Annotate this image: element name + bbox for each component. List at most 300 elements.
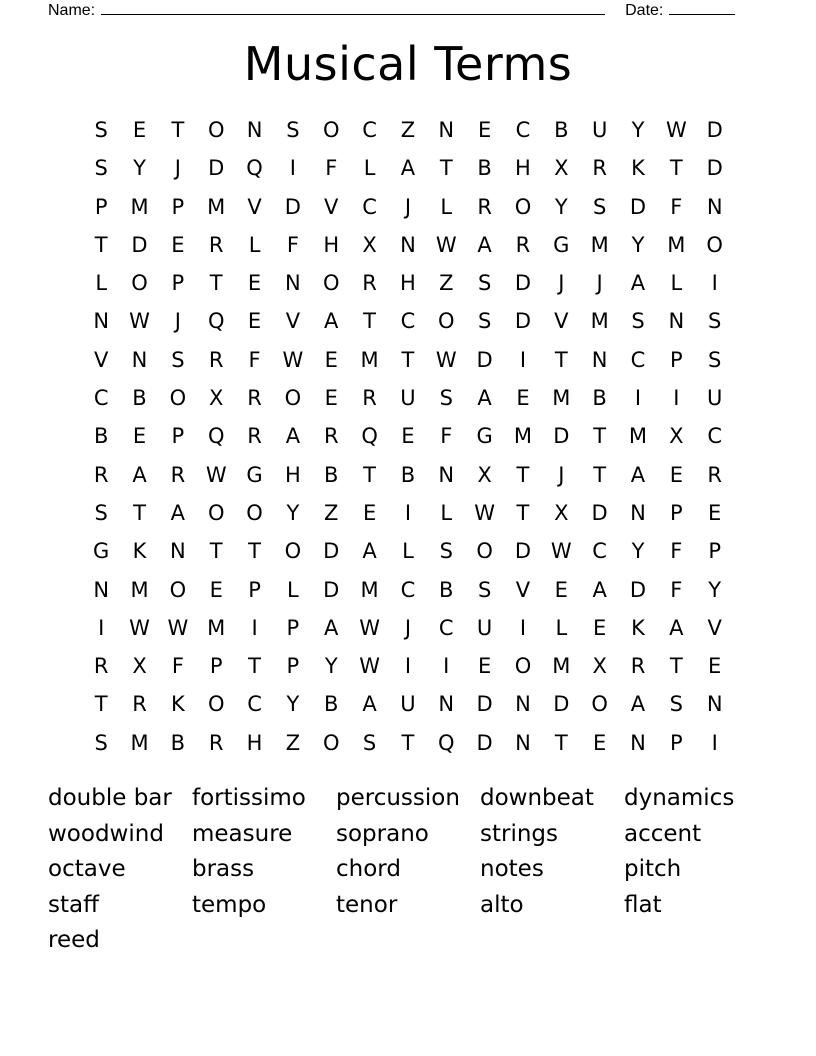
grid-letter[interactable]: J [558, 271, 565, 296]
date-field-line[interactable] [669, 0, 735, 15]
grid-letter[interactable]: E [477, 118, 492, 142]
grid-letter[interactable]: I [404, 654, 412, 679]
grid-letter[interactable]: E [401, 424, 415, 449]
word-bank-item: strings [480, 820, 559, 847]
grid-letter[interactable]: I [404, 500, 412, 525]
grid-letter[interactable]: O [322, 730, 340, 755]
grid-letter[interactable]: H [400, 271, 416, 296]
grid-letter[interactable]: W [435, 232, 457, 257]
grid-letter[interactable]: E [593, 730, 607, 755]
header [48, 0, 735, 20]
grid-letter[interactable]: S [439, 539, 453, 564]
grid-letter[interactable]: D [629, 194, 647, 219]
grid-letter[interactable]: H [246, 730, 263, 755]
grid-letter[interactable]: T [209, 539, 223, 564]
grid-letter[interactable]: M [130, 577, 149, 602]
grid-letter[interactable]: K [631, 156, 645, 181]
grid-letter[interactable]: O [706, 232, 723, 257]
grid-letter[interactable]: S [669, 692, 683, 717]
grid-letter[interactable]: W [205, 462, 227, 487]
grid-letter[interactable]: D [553, 692, 570, 717]
grid-letter[interactable]: T [554, 730, 568, 755]
grid-letter[interactable]: R [630, 654, 646, 679]
grid-letter[interactable]: O [207, 118, 225, 142]
grid-letter[interactable]: H [284, 462, 301, 487]
grid-letter[interactable]: N [515, 730, 531, 755]
grid-letter[interactable]: B [592, 386, 607, 411]
grid-letter[interactable]: Y [554, 194, 568, 219]
grid-letter[interactable]: J [404, 615, 412, 640]
grid-letter[interactable]: P [171, 271, 185, 296]
grid-letter[interactable]: M [130, 194, 149, 219]
grid-letter[interactable]: D [131, 232, 148, 257]
grid-letter[interactable]: D [208, 156, 225, 181]
grid-letter[interactable]: T [248, 654, 261, 679]
grid-letter[interactable]: E [132, 118, 147, 142]
grid-letter[interactable]: S [477, 271, 492, 296]
grid-letter[interactable]: O [322, 118, 340, 142]
grid-letter[interactable]: C [592, 539, 607, 564]
grid-letter[interactable]: S [94, 730, 108, 755]
grid-letter[interactable]: O [591, 692, 608, 717]
grid-letter[interactable]: E [324, 386, 338, 411]
grid-letter[interactable]: U [400, 692, 416, 717]
grid-letter[interactable]: M [207, 615, 226, 640]
grid-letter[interactable]: O [207, 500, 225, 525]
grid-letter[interactable]: Y [631, 118, 645, 142]
grid-letter[interactable]: D [476, 347, 493, 372]
grid-letter[interactable]: L [248, 232, 261, 257]
grid-letter[interactable]: M [628, 424, 648, 449]
grid-letter[interactable]: Y [631, 232, 645, 257]
grid-letter[interactable]: Z [285, 730, 301, 755]
grid-letter[interactable]: Y [286, 692, 300, 717]
grid-letter[interactable]: N [400, 232, 416, 257]
grid-letter[interactable]: E [593, 615, 607, 640]
grid-letter[interactable]: X [592, 654, 607, 679]
grid-letter[interactable]: O [207, 692, 225, 717]
grid-letter[interactable]: V [554, 309, 569, 334]
grid-letter[interactable]: M [130, 730, 149, 755]
grid-letter[interactable]: M [590, 309, 609, 334]
grid-letter[interactable]: D [553, 424, 570, 449]
grid-letter[interactable]: I [519, 347, 527, 372]
grid-letter[interactable]: P [669, 500, 683, 525]
grid-letter[interactable]: O [246, 500, 263, 525]
grid-letter[interactable]: J [404, 194, 412, 219]
grid-letter[interactable]: C [707, 424, 722, 449]
grid-letter[interactable]: S [477, 577, 492, 602]
grid-letter[interactable]: N [706, 692, 723, 717]
grid-letter[interactable]: D [323, 539, 340, 564]
grid-letter[interactable]: N [93, 309, 110, 334]
grid-letter[interactable]: G [553, 232, 570, 257]
grid-letter[interactable]: U [476, 615, 493, 640]
grid-letter[interactable]: E [247, 271, 262, 296]
grid-letter[interactable]: A [669, 615, 684, 640]
grid-letter[interactable]: X [209, 386, 224, 411]
grid-letter[interactable]: D [706, 118, 723, 142]
grid-letter[interactable]: W [359, 615, 380, 640]
grid-letter[interactable]: X [554, 156, 569, 181]
grid-letter[interactable]: I [251, 615, 258, 640]
grid-letter[interactable]: H [515, 156, 531, 181]
grid-letter[interactable]: O [476, 539, 493, 564]
grid-letter[interactable]: M [207, 194, 226, 219]
grid-letter[interactable]: T [248, 539, 261, 564]
grid-letter[interactable]: E [132, 424, 147, 449]
grid-letter[interactable]: Y [324, 654, 338, 679]
grid-letter[interactable]: C [438, 615, 454, 640]
grid-letter[interactable]: A [477, 232, 492, 257]
grid-letter[interactable]: I [711, 730, 718, 755]
grid-letter[interactable]: R [592, 156, 607, 181]
grid-letter[interactable]: K [132, 539, 147, 564]
grid-letter[interactable]: C [400, 577, 416, 602]
grid-letter[interactable]: G [476, 424, 493, 449]
grid-letter[interactable]: P [708, 539, 721, 564]
grid-letter[interactable]: Z [439, 271, 454, 296]
grid-letter[interactable]: E [247, 309, 262, 334]
grid-letter[interactable]: P [209, 654, 223, 679]
grid-letter[interactable]: E [477, 654, 492, 679]
grid-letter[interactable]: I [519, 615, 527, 640]
grid-letter[interactable]: C [362, 118, 377, 142]
grid-letter[interactable]: T [516, 500, 530, 525]
grid-letter[interactable]: R [132, 692, 147, 717]
grid-letter[interactable]: R [477, 194, 492, 219]
grid-letter[interactable]: E [708, 654, 722, 679]
grid-letter[interactable]: T [554, 347, 568, 372]
grid-letter[interactable]: S [94, 500, 108, 525]
name-field-line[interactable] [101, 0, 605, 15]
grid-letter[interactable]: I [634, 386, 642, 411]
grid-letter[interactable]: J [174, 156, 181, 181]
grid-letter[interactable]: V [285, 309, 301, 334]
grid-letter[interactable]: L [440, 194, 453, 219]
grid-letter[interactable]: A [362, 692, 377, 717]
grid-letter[interactable]: F [440, 424, 453, 449]
grid-letter[interactable]: N [438, 462, 455, 487]
grid-letter[interactable]: F [325, 156, 338, 181]
grid-letter[interactable]: T [401, 730, 415, 755]
grid-letter[interactable]: N [668, 309, 685, 334]
grid-letter[interactable]: N [131, 347, 148, 372]
grid-letter[interactable]: V [324, 194, 339, 219]
grid-letter[interactable]: X [362, 232, 377, 257]
grid-letter[interactable]: I [98, 615, 105, 640]
grid-letter[interactable]: S [171, 347, 185, 372]
grid-letter[interactable]: S [439, 386, 453, 411]
grid-letter[interactable]: W [435, 347, 457, 372]
grid-letter[interactable]: F [670, 194, 683, 219]
grid-letter[interactable]: E [669, 462, 683, 487]
grid-letter[interactable]: N [438, 118, 455, 142]
grid-letter[interactable]: J [174, 309, 181, 334]
grid-row [82, 264, 734, 302]
grid-letter[interactable]: N [438, 692, 455, 717]
grid-letter[interactable]: Y [286, 500, 300, 525]
grid-letter[interactable]: P [669, 730, 683, 755]
grid-letter[interactable]: B [324, 462, 339, 487]
grid-letter[interactable]: F [248, 347, 261, 372]
grid-letter[interactable]: Q [438, 730, 455, 755]
grid-letter[interactable]: I [289, 156, 296, 181]
grid-letter[interactable]: N [515, 692, 531, 717]
grid-letter[interactable]: R [208, 347, 224, 372]
grid-letter[interactable]: R [93, 654, 109, 679]
grid-letter[interactable]: T [669, 654, 683, 679]
grid-letter[interactable]: H [323, 232, 340, 257]
grid-letter[interactable]: W [550, 539, 572, 564]
grid-letter[interactable]: D [591, 500, 608, 525]
grid-letter[interactable]: C [400, 309, 416, 334]
grid-letter[interactable]: A [324, 309, 339, 334]
grid-letter[interactable]: E [209, 577, 223, 602]
grid-row [82, 188, 734, 226]
grid-letter[interactable]: A [400, 156, 416, 181]
grid-letter[interactable]: A [630, 271, 646, 296]
grid-letter[interactable]: A [592, 577, 607, 602]
grid-letter[interactable]: V [515, 577, 531, 602]
grid-letter[interactable]: T [439, 156, 453, 181]
grid-row [82, 456, 734, 494]
grid-letter[interactable]: C [515, 118, 531, 142]
word-bank-item: dynamics [624, 785, 735, 811]
grid-letter[interactable]: F [670, 539, 683, 564]
grid-letter[interactable]: W [129, 615, 150, 640]
grid-letter[interactable]: K [631, 615, 645, 640]
grid-letter[interactable]: O [169, 577, 187, 602]
grid-letter[interactable]: V [247, 194, 262, 219]
grid-letter[interactable]: A [362, 539, 377, 564]
grid-letter[interactable]: T [209, 271, 223, 296]
grid-letter[interactable]: T [401, 347, 415, 372]
grid-letter[interactable]: M [360, 347, 379, 372]
grid-letter[interactable]: F [286, 232, 299, 257]
grid-letter[interactable]: Y [631, 539, 645, 564]
grid-letter[interactable]: D [514, 271, 532, 296]
grid-letter[interactable]: V [707, 615, 722, 640]
grid-letter[interactable]: M [552, 386, 571, 411]
grid-letter[interactable]: B [477, 156, 492, 181]
grid-letter[interactable]: E [324, 347, 338, 372]
grid-letter[interactable]: L [440, 500, 453, 525]
word-bank-item: notes [480, 856, 544, 882]
grid-letter[interactable]: A [324, 615, 339, 640]
grid-letter[interactable]: C [247, 692, 262, 717]
grid-letter[interactable]: T [593, 462, 607, 487]
grid-letter[interactable]: S [592, 194, 607, 219]
grid-letter[interactable]: R [170, 462, 186, 487]
grid-letter[interactable]: P [669, 347, 683, 372]
grid-letter[interactable]: B [439, 577, 454, 602]
grid-letter[interactable]: B [554, 118, 569, 142]
grid-letter[interactable]: E [554, 577, 568, 602]
grid-letter[interactable]: X [554, 500, 569, 525]
grid-letter[interactable]: L [95, 271, 108, 296]
grid-letter[interactable]: E [362, 500, 377, 525]
grid-letter[interactable]: D [476, 692, 493, 717]
grid-letter[interactable]: B [132, 386, 147, 411]
grid-letter[interactable]: Q [207, 309, 225, 334]
grid-letter[interactable]: U [706, 386, 723, 411]
grid-letter[interactable]: O [322, 271, 340, 296]
grid-letter[interactable]: L [670, 271, 683, 296]
grid-letter[interactable]: I [711, 271, 718, 296]
grid-letter[interactable]: P [248, 577, 261, 602]
grid-letter[interactable]: T [516, 462, 530, 487]
grid-letter[interactable]: U [400, 386, 416, 411]
word-bank-item: double bar [48, 785, 172, 811]
grid-letter[interactable]: I [673, 386, 680, 411]
grid-letter[interactable]: W [129, 309, 150, 334]
grid-letter[interactable]: L [287, 577, 299, 602]
grid-letter[interactable]: A [132, 462, 147, 487]
grid-letter[interactable]: G [246, 462, 263, 487]
grid-letter[interactable]: Z [400, 118, 416, 142]
grid-letter[interactable]: A [630, 462, 646, 487]
grid-letter[interactable]: T [171, 118, 185, 142]
grid-letter[interactable]: U [591, 118, 608, 142]
grid-letter[interactable]: T [94, 232, 108, 257]
grid-letter[interactable]: P [286, 615, 300, 640]
grid-letter[interactable]: W [167, 615, 189, 640]
grid-letter[interactable]: L [402, 539, 414, 564]
grid-letter[interactable]: X [132, 654, 147, 679]
grid-letter[interactable]: J [596, 271, 603, 296]
grid-letter[interactable]: A [170, 500, 186, 525]
grid-letter[interactable]: W [665, 118, 687, 142]
grid-letter[interactable]: X [477, 462, 492, 487]
grid-letter[interactable]: N [285, 271, 301, 296]
grid-letter[interactable]: T [593, 424, 607, 449]
grid-letter[interactable]: N [246, 118, 263, 142]
grid-letter[interactable]: N [706, 194, 723, 219]
grid-letter[interactable]: O [131, 271, 148, 296]
grid-letter[interactable]: K [170, 692, 185, 717]
grid-letter[interactable]: T [94, 692, 108, 717]
grid-letter[interactable]: O [514, 194, 532, 219]
grid-letter[interactable]: L [363, 156, 376, 181]
grid-letter[interactable]: I [443, 654, 450, 679]
grid-letter[interactable]: P [171, 424, 185, 449]
grid-letter[interactable]: R [247, 386, 262, 411]
grid-letter[interactable]: B [400, 462, 416, 487]
grid-letter[interactable]: S [286, 118, 300, 142]
grid-letter[interactable]: M [590, 232, 609, 257]
grid-letter[interactable]: D [476, 730, 493, 755]
grid-letter[interactable]: F [171, 654, 184, 679]
grid-letter[interactable]: N [93, 577, 110, 602]
grid-letter[interactable]: J [558, 462, 565, 487]
grid-letter[interactable]: M [552, 654, 571, 679]
grid-letter[interactable]: O [169, 386, 187, 411]
grid-letter[interactable]: R [323, 424, 339, 449]
grid-letter[interactable]: S [708, 347, 722, 372]
grid-letter[interactable]: A [285, 424, 301, 449]
grid-letter[interactable]: R [247, 424, 262, 449]
grid-letter[interactable]: E [708, 500, 722, 525]
grid-letter[interactable]: R [93, 462, 109, 487]
grid-letter[interactable]: N [170, 539, 186, 564]
grid-letter[interactable]: C [362, 194, 377, 219]
grid-letter[interactable]: G [93, 539, 110, 564]
grid-letter[interactable]: O [284, 386, 302, 411]
grid-letter[interactable]: Q [207, 424, 225, 449]
grid-letter[interactable]: T [363, 309, 376, 334]
grid-letter[interactable]: D [706, 156, 723, 181]
grid-row [82, 226, 734, 264]
grid-letter[interactable]: E [516, 386, 530, 411]
grid-letter[interactable]: T [669, 156, 683, 181]
grid-letter[interactable]: R [208, 730, 224, 755]
grid-letter[interactable]: S [477, 309, 492, 334]
grid-letter[interactable]: X [669, 424, 684, 449]
grid-letter[interactable]: A [477, 386, 492, 411]
grid-letter[interactable]: P [286, 654, 300, 679]
grid-letter[interactable]: W [474, 500, 495, 525]
grid-letter[interactable]: Y [133, 156, 146, 181]
grid-letter[interactable]: N [591, 347, 608, 372]
grid-letter[interactable]: S [362, 730, 377, 755]
grid-letter[interactable]: Q [246, 156, 263, 181]
grid-letter[interactable]: B [324, 692, 339, 717]
grid-letter[interactable]: S [94, 118, 108, 142]
grid-letter[interactable]: N [630, 730, 646, 755]
grid-letter[interactable]: O [284, 539, 302, 564]
grid-letter[interactable]: S [708, 309, 722, 334]
grid-letter[interactable]: M [667, 232, 686, 257]
grid-letter[interactable]: Y [708, 577, 722, 602]
grid-letter[interactable]: M [360, 577, 379, 602]
grid-letter[interactable]: N [630, 500, 646, 525]
grid-letter[interactable]: F [670, 577, 683, 602]
grid-letter[interactable]: R [208, 232, 224, 257]
grid-letter[interactable]: D [514, 539, 532, 564]
grid-letter[interactable]: A [630, 692, 646, 717]
grid-letter[interactable]: Z [324, 500, 339, 525]
grid-letter[interactable]: W [359, 654, 380, 679]
grid-letter[interactable]: C [630, 347, 646, 372]
grid-letter[interactable]: T [363, 462, 376, 487]
grid-letter[interactable]: D [629, 577, 647, 602]
grid-letter[interactable]: O [514, 654, 532, 679]
grid-letter[interactable]: D [284, 194, 301, 219]
grid-letter[interactable]: V [93, 347, 109, 372]
grid-letter[interactable]: W [282, 347, 304, 372]
grid-letter[interactable]: T [133, 500, 146, 525]
grid-letter[interactable]: C [93, 386, 109, 411]
grid-letter[interactable]: B [93, 424, 109, 449]
grid-letter[interactable]: R [362, 271, 377, 296]
grid-letter[interactable]: P [94, 194, 108, 219]
grid-letter[interactable]: R [707, 462, 722, 487]
grid-letter[interactable]: S [631, 309, 645, 334]
grid-letter[interactable]: L [555, 615, 568, 640]
grid-letter[interactable]: R [362, 386, 377, 411]
grid-letter[interactable]: E [171, 232, 185, 257]
grid-letter[interactable]: M [513, 424, 533, 449]
grid-letter[interactable]: R [515, 232, 531, 257]
grid-letter[interactable]: O [438, 309, 455, 334]
grid-letter[interactable]: B [170, 730, 186, 755]
grid-letter[interactable]: D [323, 577, 340, 602]
grid-letter[interactable]: S [94, 156, 108, 181]
grid-letter[interactable]: D [514, 309, 532, 334]
grid-letter[interactable]: P [171, 194, 185, 219]
grid-letter[interactable]: Q [361, 424, 378, 449]
